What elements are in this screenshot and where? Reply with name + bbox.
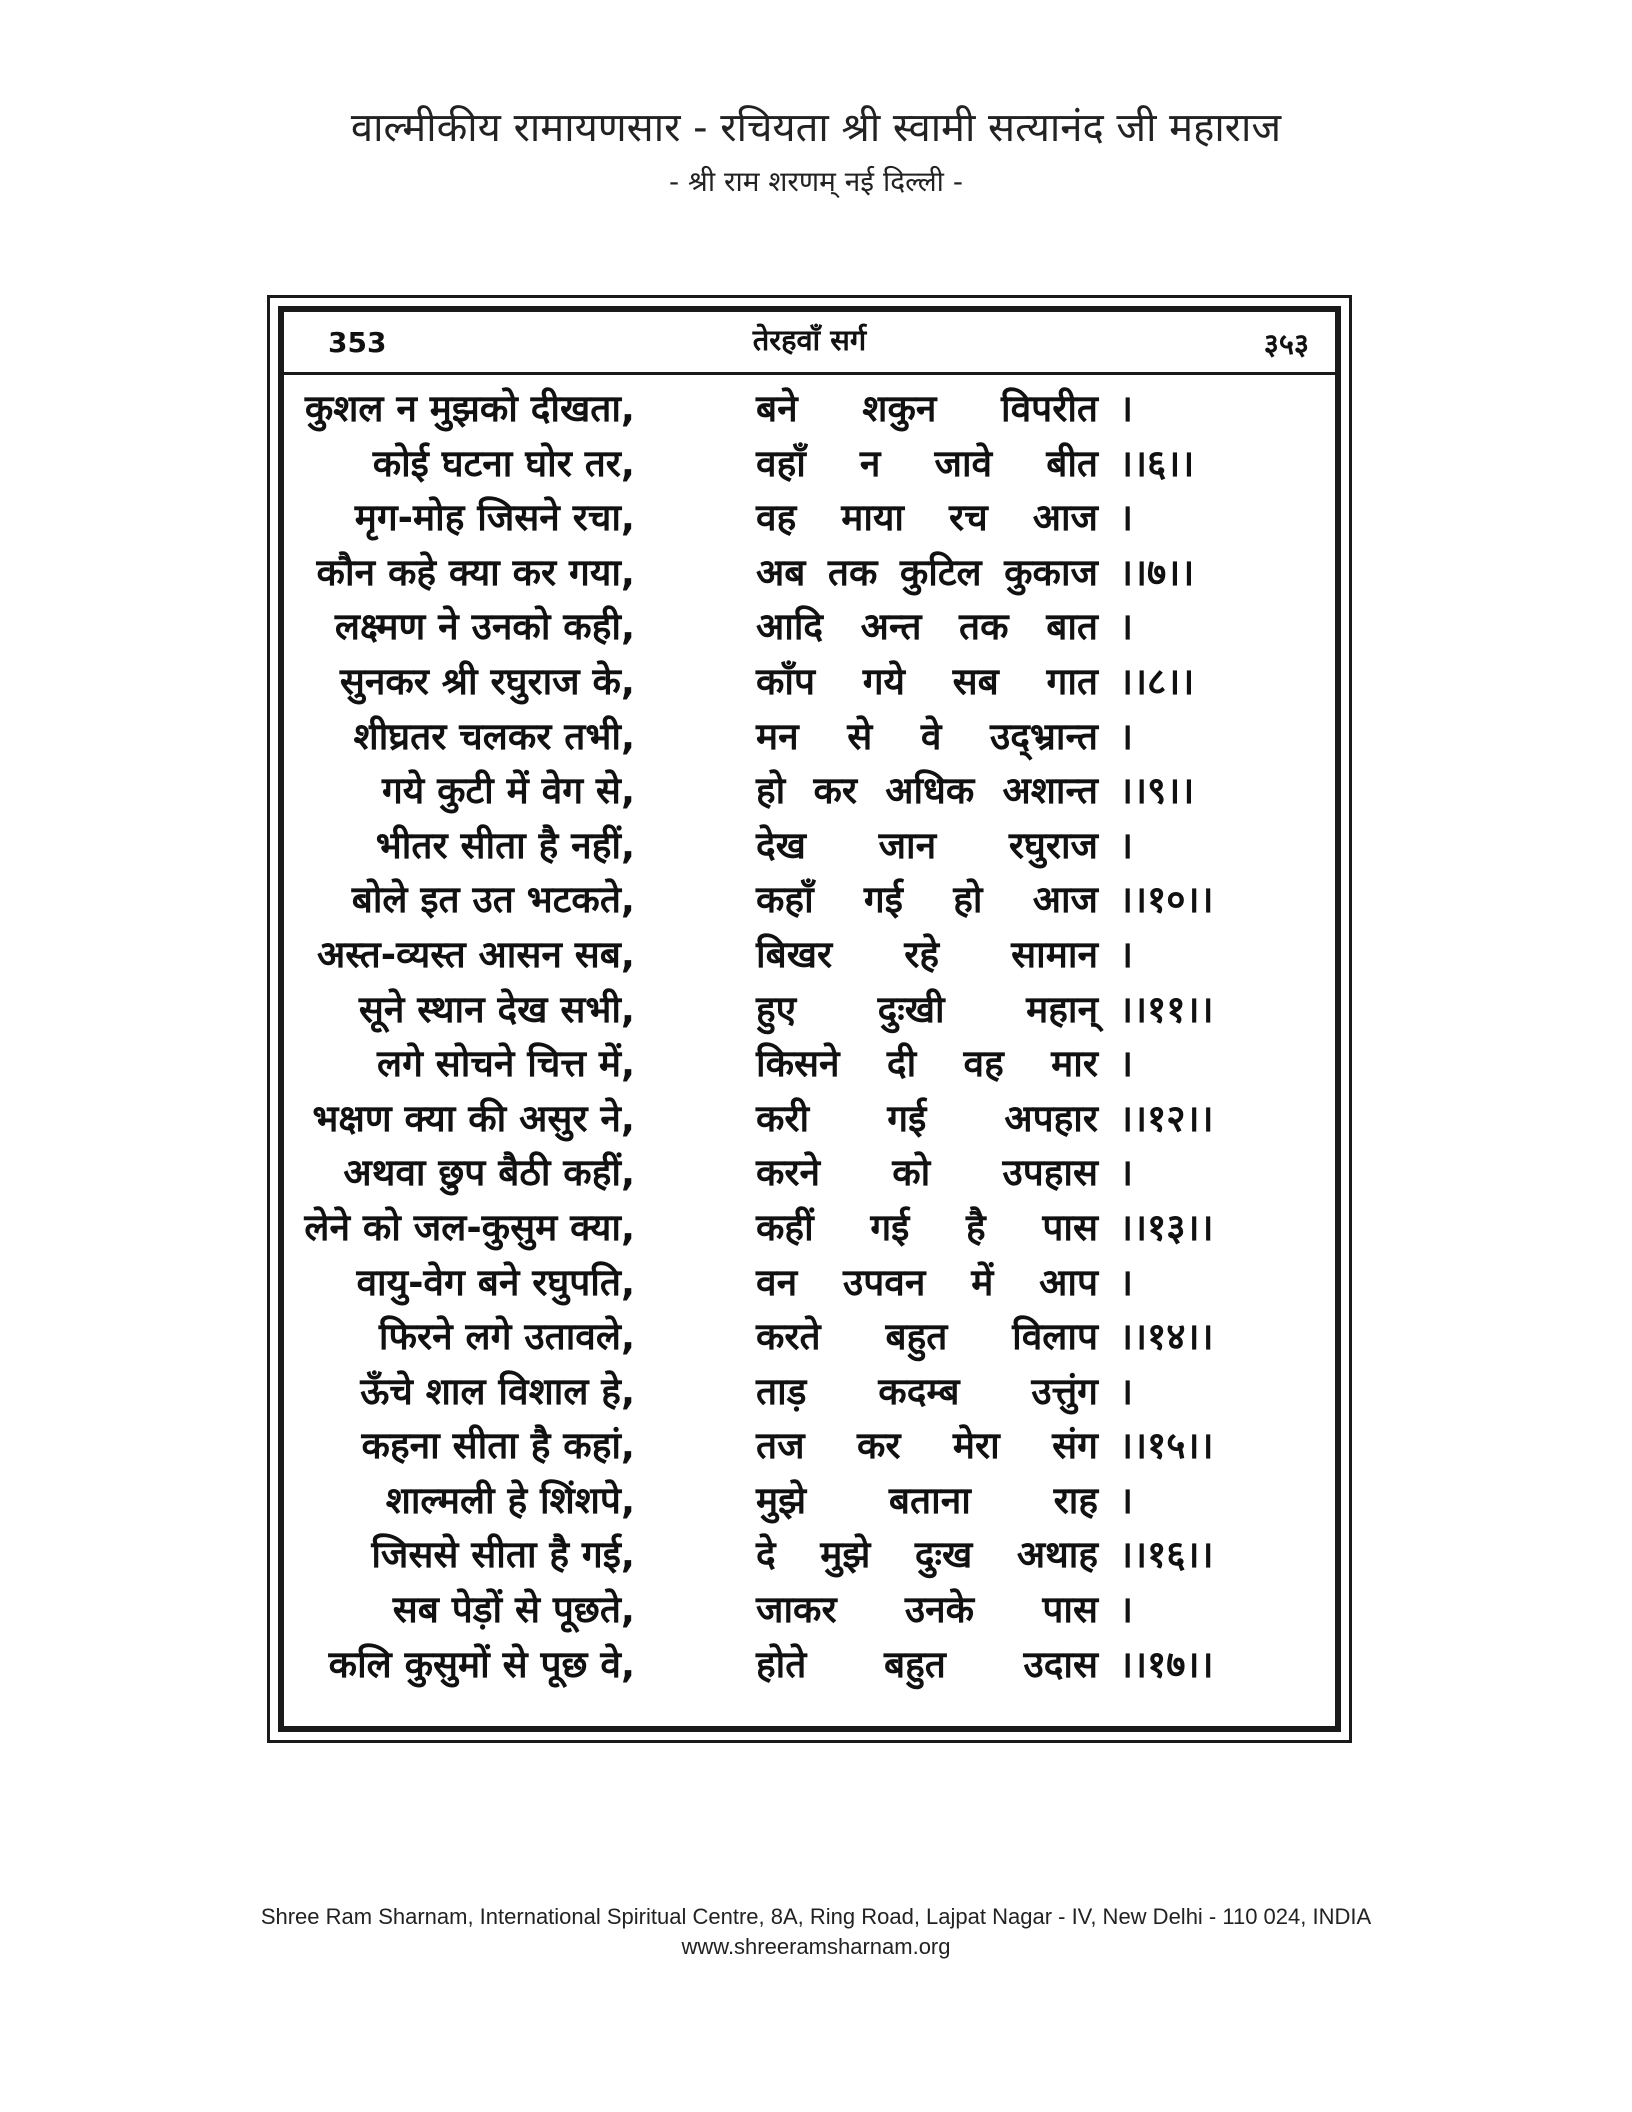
footer-website: www.shreeramsharnam.org [681, 1934, 951, 1959]
verse-second-half: कहाँ गई हो आज [756, 878, 1098, 922]
page-number-devanagari: ३५३ [1263, 327, 1309, 361]
verse-end-mark: । [1119, 932, 1134, 976]
verse-second-half: तज कर मेरा संग [756, 1424, 1098, 1468]
verse-first-half: लगे सोचने चित्त में, [376, 1042, 635, 1086]
verse-first-half: बोले इत उत भटकते, [351, 878, 635, 922]
verse-second-half: वह माया रच आज [756, 496, 1098, 540]
verse-first-half: वायु-वेग बने रघुपति, [356, 1260, 635, 1304]
verse-line [284, 1419, 1335, 1474]
verse-second-half: देख जान रघुराज [756, 823, 1098, 867]
verse-end-mark: । [1119, 1478, 1134, 1522]
verse-line [284, 1310, 1335, 1365]
verse-first-half: कोई घटना घोर तर, [372, 441, 635, 485]
verse-second-half: करते बहुत विलाप [756, 1315, 1098, 1359]
verse-end-mark: ।।१५।। [1119, 1424, 1214, 1468]
verse-second-half: किसने दी वह मार [756, 1042, 1098, 1086]
verse-line [284, 546, 1335, 601]
verse-line [284, 491, 1335, 546]
verse-list [284, 382, 1335, 1692]
verse-first-half: भक्षण क्या की असुर ने, [312, 1096, 635, 1140]
verse-end-mark: । [1119, 387, 1134, 430]
text-frame [267, 295, 1352, 1743]
verse-first-half: सुनकर श्री रघुराज के, [339, 659, 635, 703]
verse-first-half: फिरने लगे उतावले, [378, 1315, 635, 1359]
verse-end-mark: ।।१७।। [1119, 1642, 1214, 1686]
text-frame-inner [278, 306, 1341, 1732]
verse-first-half: कहना सीता है कहां, [361, 1424, 635, 1468]
verse-end-mark: । [1119, 1151, 1134, 1195]
verse-second-half: अब तक कुटिल कुकाज [756, 550, 1098, 594]
verse-second-half: ताड़ कदम्ब उत्तुंग [756, 1369, 1098, 1413]
verse-first-half: जिससे सीता है गई, [371, 1533, 635, 1577]
verse-first-half: कलि कुसुमों से पूछ वे, [328, 1642, 635, 1686]
verse-second-half: वन उपवन में आप [756, 1260, 1098, 1304]
verse-first-half: अथवा छुप बैठी कहीं, [343, 1151, 635, 1195]
verse-line [284, 1583, 1335, 1638]
verse-end-mark: । [1119, 1369, 1134, 1413]
footer-address: Shree Ram Sharnam, International Spiritual Centre, 8A, Ring Road, Lajpat Nagar - IV, New Delhi - 110 024, INDIA [260, 1904, 1372, 1929]
verse-end-mark: । [1119, 714, 1134, 758]
verse-second-half: करी गई अपहार [756, 1096, 1098, 1140]
verse-line [284, 437, 1335, 492]
verse-line [284, 1474, 1335, 1529]
verse-end-mark: ।।६।। [1119, 441, 1195, 485]
verse-line [284, 1365, 1335, 1420]
verse-end-mark: । [1119, 605, 1134, 649]
verse-end-mark: । [1119, 1260, 1134, 1304]
verse-end-mark: । [1119, 1588, 1134, 1632]
verse-line [284, 1638, 1335, 1693]
verse-line [284, 1092, 1335, 1147]
verse-line [284, 1146, 1335, 1201]
verse-line [284, 1201, 1335, 1256]
verse-first-half: सब पेड़ों से पूछते, [392, 1588, 635, 1632]
verse-line [284, 655, 1335, 710]
book-title: वाल्मीकीय रामायणसार - रचियता श्री स्वामी सत्यानंद जी महाराज [350, 105, 1282, 151]
verse-first-half: शाल्मली हे शिंशपे, [385, 1478, 635, 1522]
verse-line [284, 1037, 1335, 1092]
verse-first-half: भीतर सीता है नहीं, [375, 823, 635, 867]
page-footer [0, 1902, 1632, 1962]
publisher-subtitle: - श्री राम शरणम् नई दिल्ली - [669, 165, 963, 198]
verse-line [284, 928, 1335, 983]
verse-second-half: मुझे बताना राह [756, 1478, 1098, 1522]
verse-first-half: शीघ्रतर चलकर तभी, [353, 714, 635, 758]
frame-header [284, 312, 1335, 375]
verse-end-mark: । [1119, 1042, 1134, 1086]
verse-first-half: मृग-मोह जिसने रचा, [354, 496, 635, 540]
chapter-title: तेरहवाँ सर्ग [752, 323, 867, 357]
page-header [0, 100, 1632, 204]
verse-end-mark: ।।११।। [1119, 987, 1214, 1031]
verse-first-half: सूने स्थान देख सभी, [358, 987, 635, 1031]
verse-end-mark: ।।१२।। [1119, 1096, 1214, 1140]
verse-second-half: कहीं गई है पास [756, 1205, 1098, 1249]
verse-second-half: दे मुझे दुःख अथाह [756, 1533, 1098, 1577]
verse-line [284, 710, 1335, 765]
verse-end-mark: ।।९।। [1119, 769, 1195, 813]
verse-first-half: लेने को जल-कुसुम क्या, [304, 1205, 635, 1249]
verse-first-half: कुशल न मुझको दीखता, [304, 387, 635, 430]
verse-line [284, 1256, 1335, 1311]
verse-end-mark: ।।१०।। [1119, 878, 1214, 922]
page-number-latin: 353 [328, 326, 387, 359]
verse-second-half: काँप गये सब गात [756, 659, 1098, 703]
verse-first-half: गये कुटी में वेग से, [381, 769, 635, 813]
verse-line [284, 382, 1335, 437]
verse-line [284, 764, 1335, 819]
verse-end-mark: ।।१३।। [1119, 1205, 1214, 1249]
verse-end-mark: । [1119, 823, 1134, 867]
verse-first-half: अस्त-व्यस्त आसन सब, [316, 932, 635, 976]
verse-end-mark: ।।८।। [1119, 659, 1195, 703]
verse-second-half: बने शकुन विपरीत [756, 387, 1098, 430]
verse-first-half: ऊँचे शाल विशाल हे, [360, 1369, 635, 1413]
verse-end-mark: ।।१६।। [1119, 1533, 1214, 1577]
verse-second-half: आदि अन्त तक बात [756, 605, 1098, 649]
verse-line [284, 1528, 1335, 1583]
verse-second-half: होते बहुत उदास [756, 1642, 1098, 1686]
verse-line [284, 819, 1335, 874]
verse-second-half: जाकर उनके पास [756, 1588, 1098, 1632]
verse-first-half: लक्ष्मण ने उनको कही, [334, 605, 635, 649]
verse-end-mark: ।।७।। [1119, 550, 1195, 594]
verse-second-half: मन से वे उद्भ्रान्त [756, 714, 1098, 758]
verse-line [284, 983, 1335, 1038]
verse-second-half: हुए दुःखी महान् [756, 987, 1098, 1031]
verse-second-half: करने को उपहास [756, 1151, 1098, 1195]
verse-line [284, 873, 1335, 928]
verse-second-half: वहाँ न जावे बीत [756, 441, 1098, 485]
verse-second-half: हो कर अधिक अशान्त [756, 769, 1098, 813]
verse-end-mark: ।।१४।। [1119, 1315, 1214, 1359]
verse-second-half: बिखर रहे सामान [756, 932, 1098, 976]
verse-line [284, 600, 1335, 655]
verse-end-mark: । [1119, 496, 1134, 540]
verse-first-half: कौन कहे क्या कर गया, [316, 550, 635, 594]
